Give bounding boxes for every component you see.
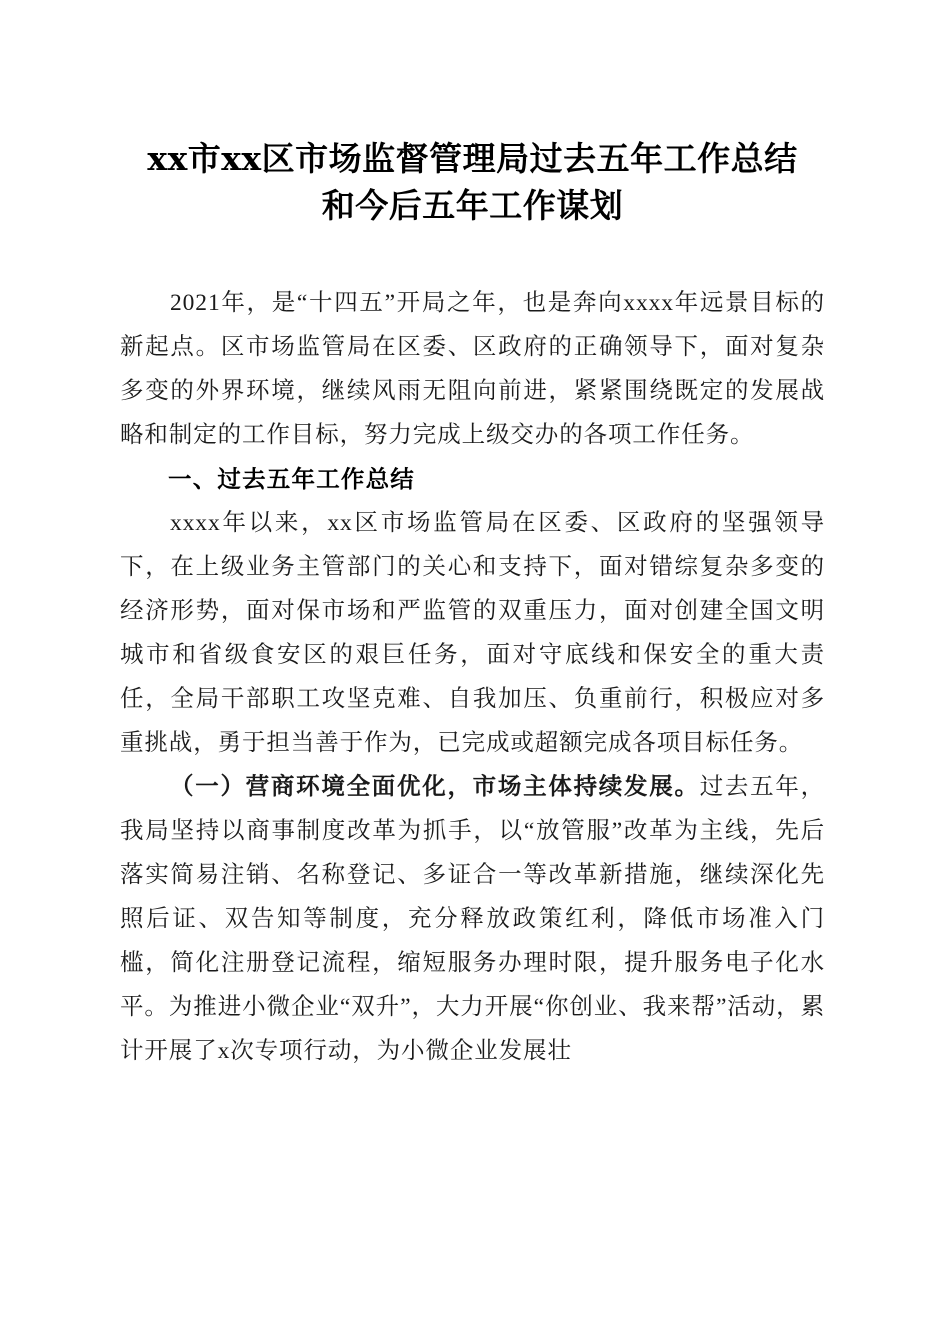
paragraph-item-one-body: 过去五年，我局坚持以商事制度改革为抓手，以“放管服”改革为主线，先后落实简易注销、名称登记、多证合一等改革新措施，继续深化先照后证、双告知等制度，充分释放政策红利，降低市场准入门槛，简化注册登记流程，缩短服务办理时限，提升服务电子化水平。为推进小微企业“双升”，大力开展“你创业、我来帮”活动，累计开展了x次专项行动，为小微企业发展壮 <box>120 774 825 1064</box>
paragraph-intro: 2021年，是“十四五”开局之年，也是奔向xxxx年远景目标的新起点。区市场监管局在区委、区政府的正确领导下，面对复杂多变的外界环境，继续风雨无阻向前进，紧紧围绕既定的发展战略和制定的工作目标，努力完成上级交办的各项工作任务。 <box>120 290 825 448</box>
section-heading-one: 一、过去五年工作总结 <box>168 466 415 492</box>
title-line-2: 和今后五年工作谋划 <box>321 186 624 225</box>
paragraph-section-one-intro: xxxx年以来，xx区市场监管局在区委、区政府的坚强领导下，在上级业务主管部门的关心和支持下，面对错综复杂多变的经济形势，面对保市场和严监管的双重压力，面对创建全国文明城市和省级食安区的艰巨任务，面对守底线和保安全的重大责任，全局干部职工攻坚克难、自我加压、负重前行，积极应对多重挑战，勇于担当善于作为，已完成或超额完成各项目标任务。 <box>120 510 825 756</box>
paragraph-item-one-lead: （一）营商环境全面优化，市场主体持续发展。 <box>170 774 700 800</box>
page-title <box>120 135 825 229</box>
title-line-1: xx市xx区市场监督管理局过去五年工作总结 <box>147 139 798 178</box>
paragraph-item-one <box>120 765 825 1073</box>
